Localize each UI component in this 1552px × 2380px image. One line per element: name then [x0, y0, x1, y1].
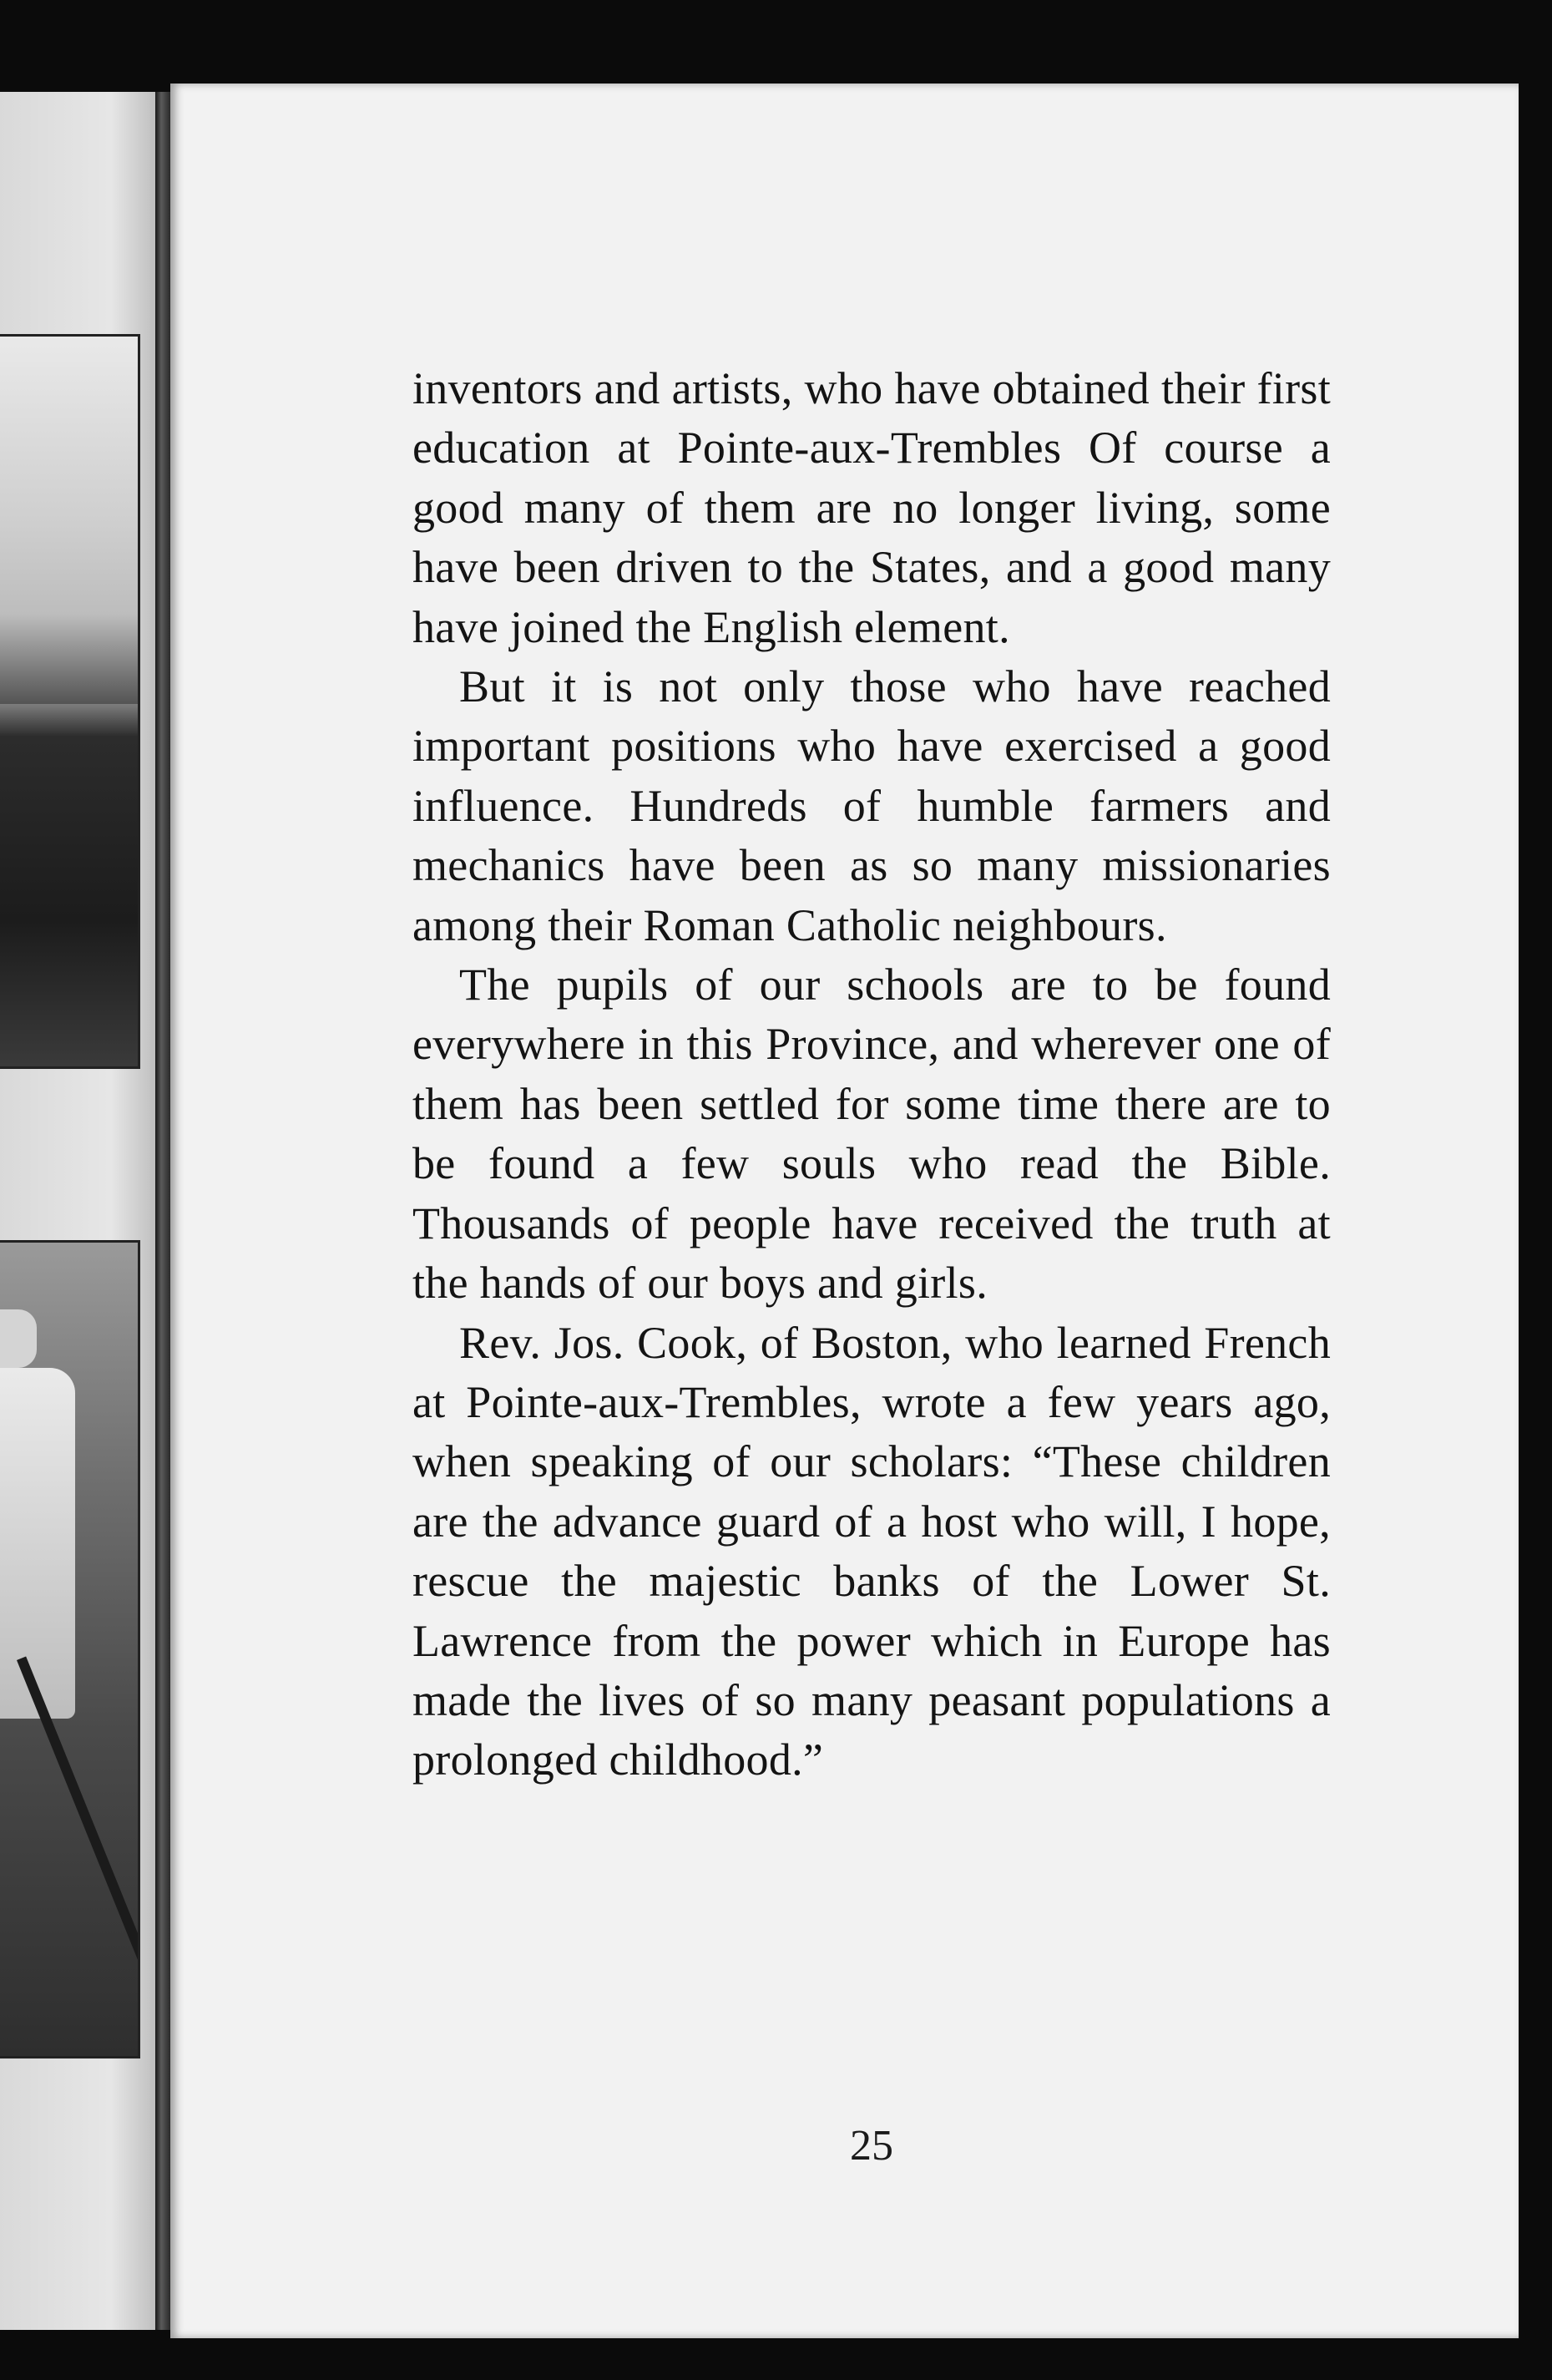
photo-figure-head	[0, 1309, 37, 1368]
photo-plate-upper	[0, 334, 140, 1069]
photo-figure-body	[0, 1368, 75, 1719]
facing-page	[0, 92, 159, 2330]
body-text	[412, 359, 1331, 1790]
text-page	[170, 84, 1519, 2338]
paragraph: But it is not only those who have reached important positions who have exercised a good influence. Hundreds of humble farmers and mechanics have been as so many missionaries among their Roman Catholic neighbours.	[412, 661, 1331, 950]
page-number: 25	[850, 2122, 893, 2170]
paragraph: The pupils of our schools are to be found everywhere in this Province, and wherever one of them has been settled for some time there are to be found a few souls who read the Bible. Thousands of people have received the truth at the hands of our boys and girls.	[412, 960, 1331, 1309]
paragraph: inventors and artists, who have obtained their first education at Pointe-aux-Trembles Of course a good many of them are no longer living, some have been driven to the States, and a good many have joined the English element.	[412, 363, 1331, 652]
photo-landscape-detail	[0, 704, 140, 737]
paragraph: Rev. Jos. Cook, of Boston, who learned French at Pointe-aux-Trembles, wrote a few years ago, when speaking of our scholars: “These children are the advance guard of a host who will, I hope, rescue the majestic banks of the Lower St. Lawrence from the power which in Europe has made the lives of so many peasant populations a prolonged childhood.”	[412, 1317, 1331, 1785]
book-gutter	[155, 92, 170, 2330]
photo-plate-lower	[0, 1240, 140, 2058]
